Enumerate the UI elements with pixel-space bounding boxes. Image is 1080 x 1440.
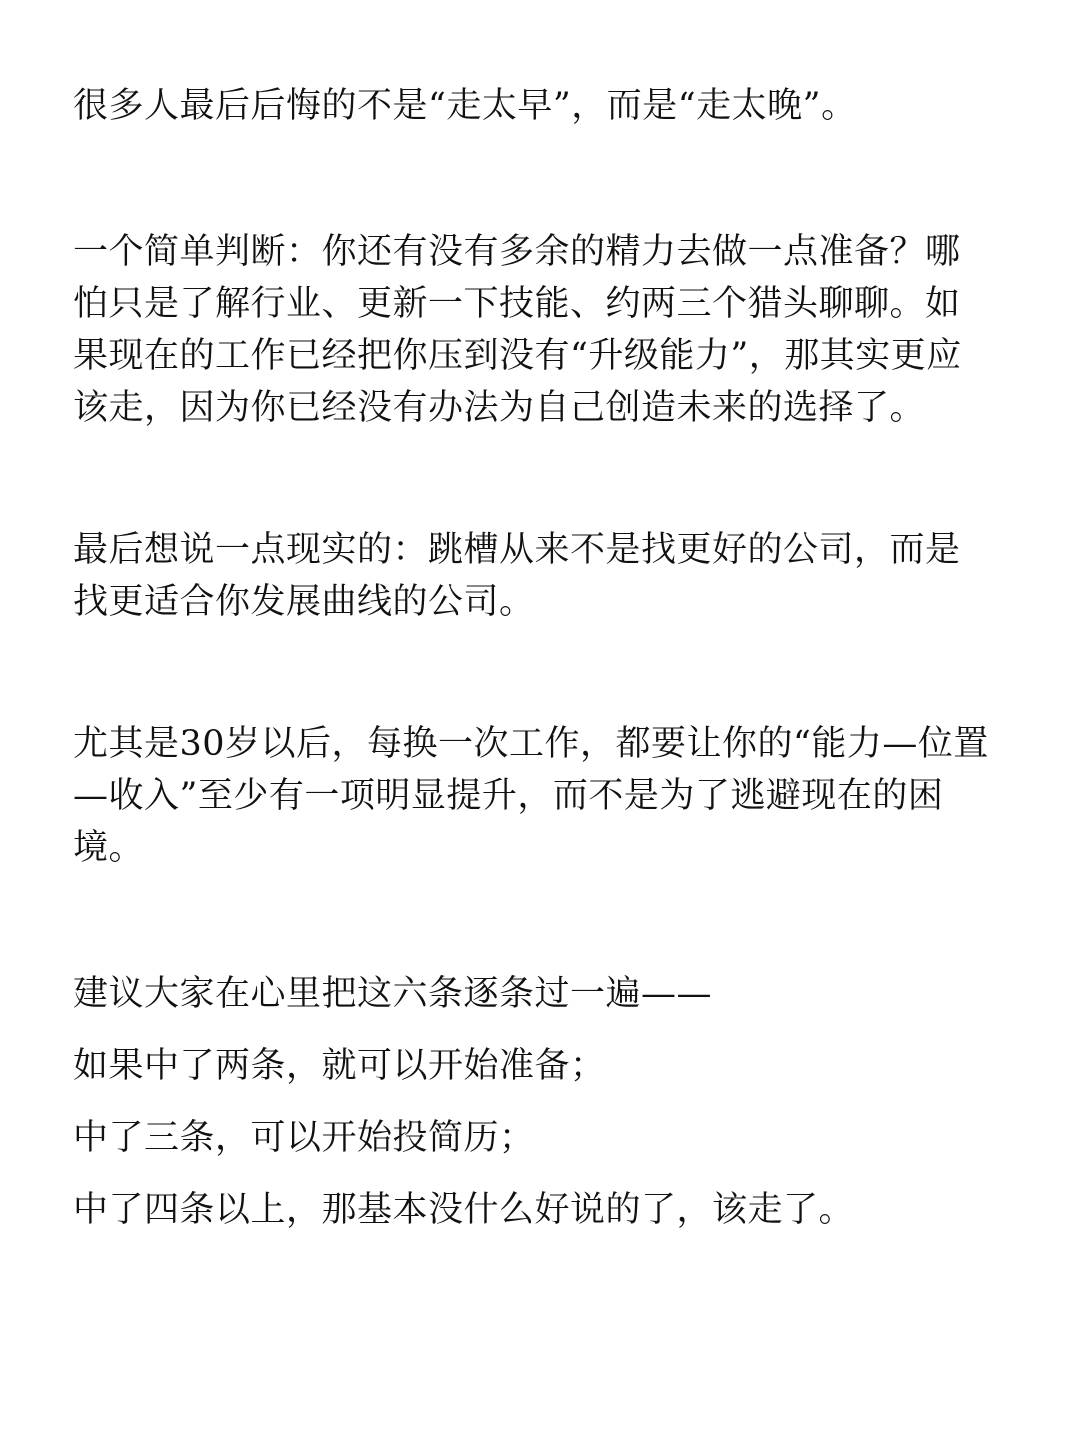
text-line: 中了四条以上，那基本没什么好说的了，该走了。 [73,1190,855,1230]
text-line: 很多人最后后悔的不是“走太早”，而是“走太晚”。 [73,86,857,126]
text-line: 尤其是30岁以后，每换一次工作，都要让你的“能力—位置 [73,724,989,764]
text-line: 果现在的工作已经把你压到没有“升级能力”，那其实更应 [73,336,962,376]
text-line: —收入”至少有一项明显提升，而不是为了逃避现在的困 [73,776,944,816]
text-line: 中了三条，可以开始投简历； [73,1118,535,1158]
text-line: 找更适合你发展曲线的公司。 [73,582,535,622]
text-line: 最后想说一点现实的：跳槽从来不是找更好的公司，而是 [73,530,961,570]
text-line: 怕只是了解行业、更新一下技能、约两三个猎头聊聊。如 [73,284,961,324]
text-line: 建议大家在心里把这六条逐条过一遍—— [73,974,713,1014]
text-line: 一个简单判断：你还有没有多余的精力去做一点准备？哪 [73,232,961,272]
text-line: 如果中了两条，就可以开始准备； [73,1046,606,1086]
text-line: 境。 [73,828,145,868]
text-line: 该走，因为你已经没有办法为自己创造未来的选择了。 [73,388,926,428]
